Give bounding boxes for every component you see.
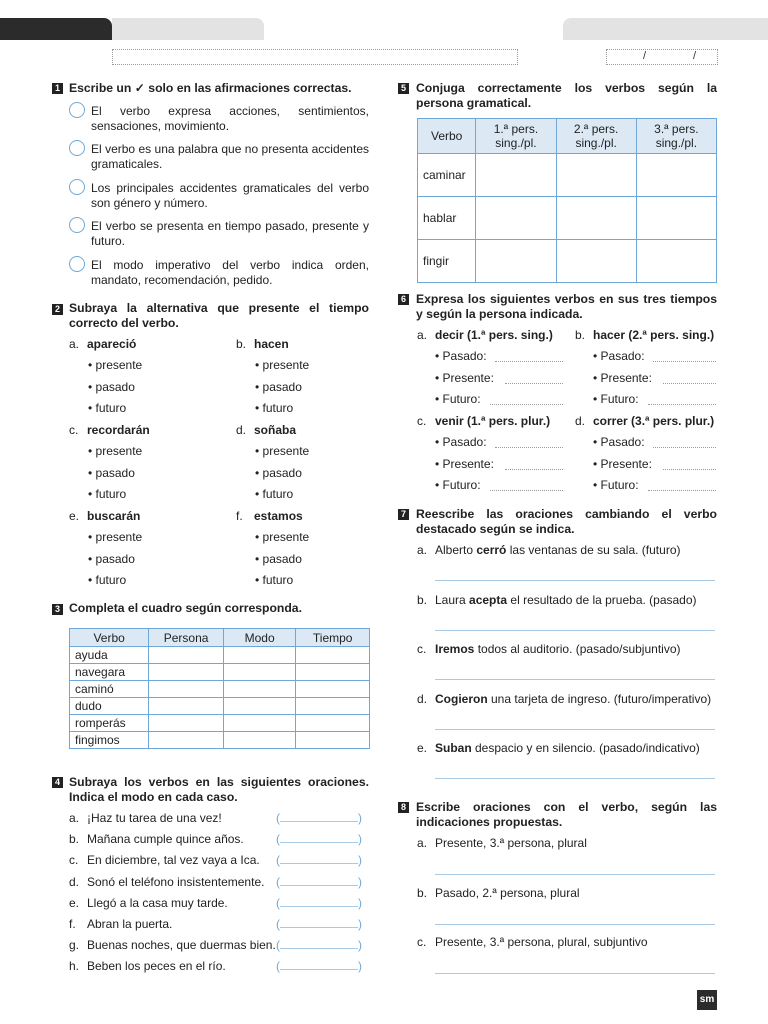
paren-close: ) — [358, 832, 362, 847]
answer-line[interactable] — [663, 469, 716, 470]
mode-answer-field[interactable] — [276, 832, 362, 846]
answer-cell[interactable] — [223, 664, 295, 681]
verb-cell: fingimos — [70, 732, 149, 749]
sentence — [435, 642, 681, 657]
answer-cell[interactable] — [556, 197, 636, 240]
sentence — [435, 543, 680, 558]
sentence-end: una tarjeta de ingreso. (futuro/imperativo) — [487, 691, 712, 706]
question-number: 2 — [52, 304, 63, 315]
tense-label: • Pasado: — [435, 349, 487, 363]
tense-option[interactable]: • presente — [255, 530, 310, 544]
tense-option[interactable]: • pasado — [255, 551, 302, 566]
sentence-end: despacio y en silencio. (pasado/indicativo) — [471, 741, 700, 755]
statement-text: El verbo expresa acciones, sentimientos, sensaciones, movimiento. — [91, 104, 369, 133]
tense-label: • Presente: — [435, 456, 494, 471]
tense-label: • Futuro: — [435, 478, 481, 492]
verb-cell: caminó — [70, 681, 149, 698]
verb-cell: romperás — [70, 715, 149, 732]
sentence-text: En diciembre, tal vez vaya a Ica. — [87, 853, 260, 868]
item-letter: a. — [417, 543, 428, 557]
question-number: 3 — [52, 604, 63, 615]
name-field[interactable] — [112, 49, 518, 65]
question-title: Escribe un ✓ solo en las afirmaciones correctas. — [69, 81, 352, 95]
sentence-start: Alberto — [435, 543, 477, 557]
paren-close: ) — [358, 917, 362, 931]
item-letter: g. — [69, 938, 80, 953]
paren-close: ) — [358, 895, 362, 910]
answer-cell[interactable] — [149, 681, 224, 698]
tense-option[interactable]: • pasado — [88, 551, 135, 566]
answer-line[interactable] — [435, 778, 715, 779]
answer-cell[interactable] — [149, 698, 224, 715]
paren-close: ) — [358, 874, 362, 889]
answer-cell[interactable] — [296, 715, 370, 732]
sentence-end: el resultado de la prueba. (pasado) — [507, 592, 697, 607]
date-field[interactable] — [606, 49, 718, 65]
statement-text: El verbo se presenta en tiempo pasado, presente y futuro. — [91, 219, 369, 248]
instruction-text: Presente, 3.ª persona, plural, subjuntivo — [435, 935, 648, 949]
statement-text: El verbo es una palabra que no presenta accidentes gramaticales. — [91, 142, 369, 171]
verb-prompt: venir (1.ª pers. plur.) — [435, 414, 551, 428]
tense-label: • Presente: — [435, 370, 494, 385]
answer-cell[interactable] — [476, 240, 556, 283]
answer-line[interactable] — [435, 924, 715, 925]
answer-line[interactable] — [495, 447, 563, 448]
answer-line[interactable] — [663, 383, 716, 384]
column-header: Modo — [223, 629, 295, 647]
verb-cell: dudo — [70, 698, 149, 715]
verb-prompt: correr (3.ª pers. plur.) — [593, 414, 715, 428]
item-letter: d. — [69, 874, 80, 889]
answer-cell[interactable] — [636, 197, 716, 240]
tense-option[interactable]: • presente — [255, 358, 310, 372]
highlighted-verb: Suban — [435, 741, 472, 755]
item-letter: b. — [417, 592, 428, 607]
answer-cell[interactable] — [149, 715, 224, 732]
answer-line[interactable] — [490, 490, 563, 491]
tense-option[interactable]: • futuro — [255, 487, 294, 501]
item-letter: e. — [69, 509, 80, 523]
verb-cell: navegara — [70, 664, 149, 681]
tense-label: • Futuro: — [593, 478, 639, 492]
verb-cell: caminar — [418, 154, 476, 197]
paren-open: ( — [276, 938, 280, 953]
verb-word: recordarán — [87, 423, 150, 437]
verb-word: hacen — [254, 337, 289, 351]
answer-cell[interactable] — [296, 681, 370, 698]
highlighted-verb: Cogieron — [435, 691, 488, 706]
highlighted-verb: Iremos — [435, 642, 475, 656]
answer-cell[interactable] — [636, 154, 716, 197]
answer-line[interactable] — [435, 630, 715, 631]
answer-cell[interactable] — [296, 664, 370, 681]
item-letter: b. — [417, 885, 428, 900]
answer-line[interactable] — [495, 361, 563, 362]
sentence-end: las ventanas de su sala. (futuro) — [506, 543, 681, 557]
paren-open: ( — [276, 853, 280, 868]
statement-text: El modo imperativo del verbo indica orden, mandato, recomendación, pedido. — [91, 258, 369, 287]
answer-cell[interactable] — [149, 664, 224, 681]
column-header: Verbo — [70, 629, 149, 647]
paren-close: ) — [358, 853, 362, 868]
answer-checkbox[interactable] — [69, 217, 85, 233]
paren-open: ( — [276, 832, 280, 847]
item-letter: a. — [69, 337, 80, 351]
table-row — [70, 698, 370, 715]
item-letter: e. — [417, 741, 428, 755]
sentence-text: Mañana cumple quince años. — [87, 832, 244, 847]
item-letter: d. — [236, 423, 247, 437]
tense-option[interactable]: • futuro — [255, 401, 294, 415]
sentence — [435, 593, 697, 608]
paren-close: ) — [358, 959, 362, 974]
column-header: 1.ª pers. sing./pl. — [476, 119, 556, 154]
table-row — [418, 197, 717, 240]
answer-line[interactable] — [435, 729, 715, 730]
item-letter: c. — [69, 853, 79, 868]
verb-word: estamos — [254, 509, 303, 523]
answer-line[interactable] — [490, 404, 563, 405]
mode-answer-field[interactable] — [276, 811, 362, 825]
tense-option[interactable]: • futuro — [88, 401, 127, 415]
item-letter: d. — [417, 691, 428, 706]
question-number: 7 — [398, 509, 409, 520]
question-number: 1 — [52, 83, 63, 94]
answer-line[interactable] — [505, 383, 563, 384]
item-letter: d. — [575, 414, 586, 428]
question-number: 8 — [398, 802, 409, 813]
paren-close: ) — [358, 938, 362, 953]
answer-blank[interactable] — [280, 853, 358, 864]
answer-cell[interactable] — [556, 154, 636, 197]
question-title: Expresa los siguientes verbos en sus tres tiempos y según la persona indicada. — [416, 292, 717, 321]
answer-blank[interactable] — [280, 811, 358, 822]
sentence-text: ¡Haz tu tarea de una vez! — [87, 811, 222, 825]
item-letter: b. — [236, 337, 247, 351]
answer-cell[interactable] — [223, 681, 295, 698]
header-tab-dark — [0, 18, 112, 40]
sentence-text: Beben los peces en el río. — [87, 959, 226, 974]
table-row — [70, 664, 370, 681]
instruction-text: Presente, 3.ª persona, plural — [435, 836, 587, 850]
header-tab-left — [112, 18, 264, 40]
paren-open: ( — [276, 811, 280, 825]
question-title: Escribe oraciones con el verbo, según las indicaciones propuestas. — [416, 800, 717, 829]
item-letter: b. — [575, 328, 586, 342]
highlighted-verb: cerró — [476, 543, 507, 557]
paren-close: ) — [358, 811, 362, 825]
paren-open: ( — [276, 895, 280, 910]
verb-prompt: decir (1.ª pers. sing.) — [435, 328, 553, 342]
paren-open: ( — [276, 917, 280, 931]
answer-line[interactable] — [648, 490, 716, 491]
column-header: Verbo — [418, 119, 476, 154]
column-header: 3.ª pers. sing./pl. — [636, 119, 716, 154]
question-number: 6 — [398, 294, 409, 305]
answer-cell[interactable] — [149, 647, 224, 664]
verb-cell: hablar — [418, 197, 476, 240]
answer-cell[interactable] — [296, 698, 370, 715]
sentence-text: Sonó el teléfono insistentemente. — [87, 874, 265, 889]
answer-checkbox[interactable] — [69, 256, 85, 272]
answer-line[interactable] — [435, 679, 715, 680]
mode-answer-field[interactable] — [276, 938, 362, 952]
highlighted-verb: acepta — [469, 592, 508, 607]
question-number: 5 — [398, 83, 409, 94]
item-letter: c. — [69, 423, 79, 437]
item-letter: c. — [417, 414, 427, 428]
sentence-start: Laura — [435, 592, 470, 607]
answer-checkbox[interactable] — [69, 179, 85, 195]
date-slash: / — [643, 50, 647, 62]
tense-label: • Presente: — [593, 370, 652, 385]
item-letter: f. — [236, 509, 243, 523]
item-letter: a. — [69, 811, 80, 825]
answer-cell[interactable] — [149, 732, 224, 749]
sentence-end: todos al auditorio. (pasado/subjuntivo) — [474, 642, 681, 656]
table-row — [418, 240, 717, 283]
table-row — [70, 715, 370, 732]
answer-line[interactable] — [435, 874, 715, 875]
tense-label: • Pasado: — [593, 349, 645, 363]
item-letter: a. — [417, 836, 428, 850]
answer-checkbox[interactable] — [69, 140, 85, 156]
answer-line[interactable] — [648, 404, 716, 405]
item-letter: a. — [417, 328, 428, 342]
mode-answer-field[interactable] — [276, 959, 362, 973]
answer-cell[interactable] — [223, 732, 295, 749]
tense-option[interactable]: • pasado — [88, 465, 135, 480]
answer-blank[interactable] — [280, 938, 358, 949]
item-letter: f. — [69, 917, 76, 931]
item-letter: h. — [69, 959, 80, 974]
tense-option[interactable]: • futuro — [88, 573, 127, 587]
answer-line[interactable] — [435, 580, 715, 581]
question-title: Subraya los verbos en las siguientes oraciones. Indica el modo en cada caso. — [69, 775, 369, 804]
answer-line[interactable] — [653, 447, 716, 448]
answer-line[interactable] — [505, 469, 563, 470]
answer-blank[interactable] — [280, 896, 358, 907]
sentence-text: Abran la puerta. — [87, 917, 173, 931]
answer-blank[interactable] — [280, 832, 358, 843]
tense-option[interactable]: • pasado — [255, 465, 302, 480]
answer-blank[interactable] — [280, 875, 358, 886]
verb-cell: fingir — [418, 240, 476, 283]
mode-answer-field[interactable] — [276, 853, 362, 867]
tense-label: • Futuro: — [435, 392, 481, 406]
tense-option[interactable]: • presente — [255, 444, 310, 458]
answer-cell[interactable] — [223, 715, 295, 732]
statement-text: Los principales accidentes gramaticales del verbo son género y número. — [91, 181, 369, 210]
q5-table — [417, 118, 717, 283]
mode-answer-field[interactable] — [276, 917, 362, 931]
answer-cell[interactable] — [476, 154, 556, 197]
question-number: 4 — [52, 777, 63, 788]
item-letter: c. — [417, 935, 427, 949]
question-title: Subraya la alternativa que presente el tiempo correcto del verbo. — [69, 301, 369, 330]
answer-cell[interactable] — [223, 647, 295, 664]
verb-cell: ayuda — [70, 647, 149, 664]
answer-line[interactable] — [653, 361, 716, 362]
tense-label: • Futuro: — [593, 392, 639, 406]
question-title: Completa el cuadro según corresponda. — [69, 601, 302, 615]
tense-option[interactable]: • futuro — [255, 573, 294, 587]
instruction-text: Pasado, 2.ª persona, plural — [435, 885, 580, 900]
answer-cell[interactable] — [296, 732, 370, 749]
tense-label: • Pasado: — [435, 435, 487, 449]
tense-option[interactable]: • presente — [88, 530, 143, 544]
tense-option[interactable]: • pasado — [88, 379, 135, 394]
answer-cell[interactable] — [476, 197, 556, 240]
paren-open: ( — [276, 959, 280, 974]
sentence-text: Llegó a la casa muy tarde. — [87, 895, 228, 910]
mode-answer-field[interactable] — [276, 896, 362, 910]
tense-label: • Presente: — [593, 456, 652, 471]
answer-blank[interactable] — [280, 959, 358, 970]
column-header: 2.ª pers. sing./pl. — [556, 119, 636, 154]
tense-option[interactable]: • presente — [88, 444, 143, 458]
question-title: Reescribe las oraciones cambiando el verbo destacado según se indica. — [416, 507, 717, 536]
verb-word: buscarán — [87, 509, 141, 523]
table-row — [418, 154, 717, 197]
answer-cell[interactable] — [556, 240, 636, 283]
sentence — [435, 692, 711, 707]
mode-answer-field[interactable] — [276, 875, 362, 889]
answer-checkbox[interactable] — [69, 102, 85, 118]
item-letter: c. — [417, 642, 427, 656]
q3-table — [69, 628, 370, 749]
tense-option[interactable]: • futuro — [88, 487, 127, 501]
table-row — [70, 647, 370, 664]
column-header: Persona — [149, 629, 224, 647]
answer-cell[interactable] — [636, 240, 716, 283]
verb-prompt: hacer (2.ª pers. sing.) — [593, 328, 715, 342]
question-title: Conjuga correctamente los verbos según la persona gramatical. — [416, 81, 717, 110]
answer-line[interactable] — [435, 973, 715, 974]
sentence-text: Buenas noches, que duermas bien. — [87, 938, 276, 953]
sentence — [435, 741, 700, 756]
table-row — [70, 732, 370, 749]
date-slash: / — [693, 50, 697, 62]
tense-option[interactable]: • presente — [88, 358, 143, 372]
publisher-logo: sm — [697, 990, 717, 1010]
check-mark-icon: ✓ — [134, 81, 145, 95]
verb-word: apareció — [87, 337, 137, 351]
column-header: Tiempo — [296, 629, 370, 647]
tense-label: • Pasado: — [593, 435, 645, 449]
item-letter: b. — [69, 832, 80, 847]
item-letter: e. — [69, 895, 80, 910]
answer-cell[interactable] — [223, 698, 295, 715]
table-row — [70, 681, 370, 698]
answer-cell[interactable] — [296, 647, 370, 664]
paren-open: ( — [276, 874, 280, 889]
answer-blank[interactable] — [280, 917, 358, 928]
verb-word: soñaba — [254, 423, 297, 437]
tense-option[interactable]: • pasado — [255, 379, 302, 394]
header-tab-right — [563, 18, 768, 40]
